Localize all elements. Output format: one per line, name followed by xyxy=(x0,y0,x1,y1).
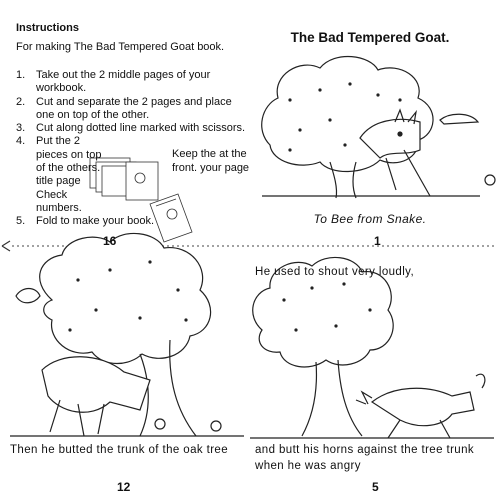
instructions-intro: For making The Bad Tempered Goat book. xyxy=(16,41,225,53)
tree-goat-illustration xyxy=(262,56,495,198)
tree-angry-goat-illustration xyxy=(250,257,494,438)
instruction-step: 1. Take out the 2 middle pages of your workbook. xyxy=(16,69,211,95)
page-number: 1 xyxy=(374,234,381,248)
instruction-step: 4. Put the 2 pieces on top of the others. title page Check numbers. Keep the at the front. your page xyxy=(16,135,250,214)
story-text-bottom: and butt his horns against the tree trunk when he was angry xyxy=(255,444,475,472)
story-text: Then he butted the trunk of the oak tree xyxy=(10,444,229,456)
page-number: 16 xyxy=(103,234,117,248)
page-number: 5 xyxy=(372,480,379,494)
story-text-top: He used to shout very loudly, xyxy=(255,266,415,278)
instructions-heading: Instructions xyxy=(16,22,79,34)
page-number: 12 xyxy=(117,480,131,494)
goat-butting-tree-illustration xyxy=(10,233,244,436)
book-title: The Bad Tempered Goat. xyxy=(290,30,450,45)
dedication: To Bee from Snake. xyxy=(313,212,427,226)
instruction-step: 5. Fold to make your book. xyxy=(16,215,155,228)
instructions-steps xyxy=(16,69,248,229)
instruction-step: 3. Cut along dotted line marked with scissors. xyxy=(16,122,246,135)
instruction-step: 2. Cut and separate the 2 pages and place one on top of the other. xyxy=(16,95,232,121)
